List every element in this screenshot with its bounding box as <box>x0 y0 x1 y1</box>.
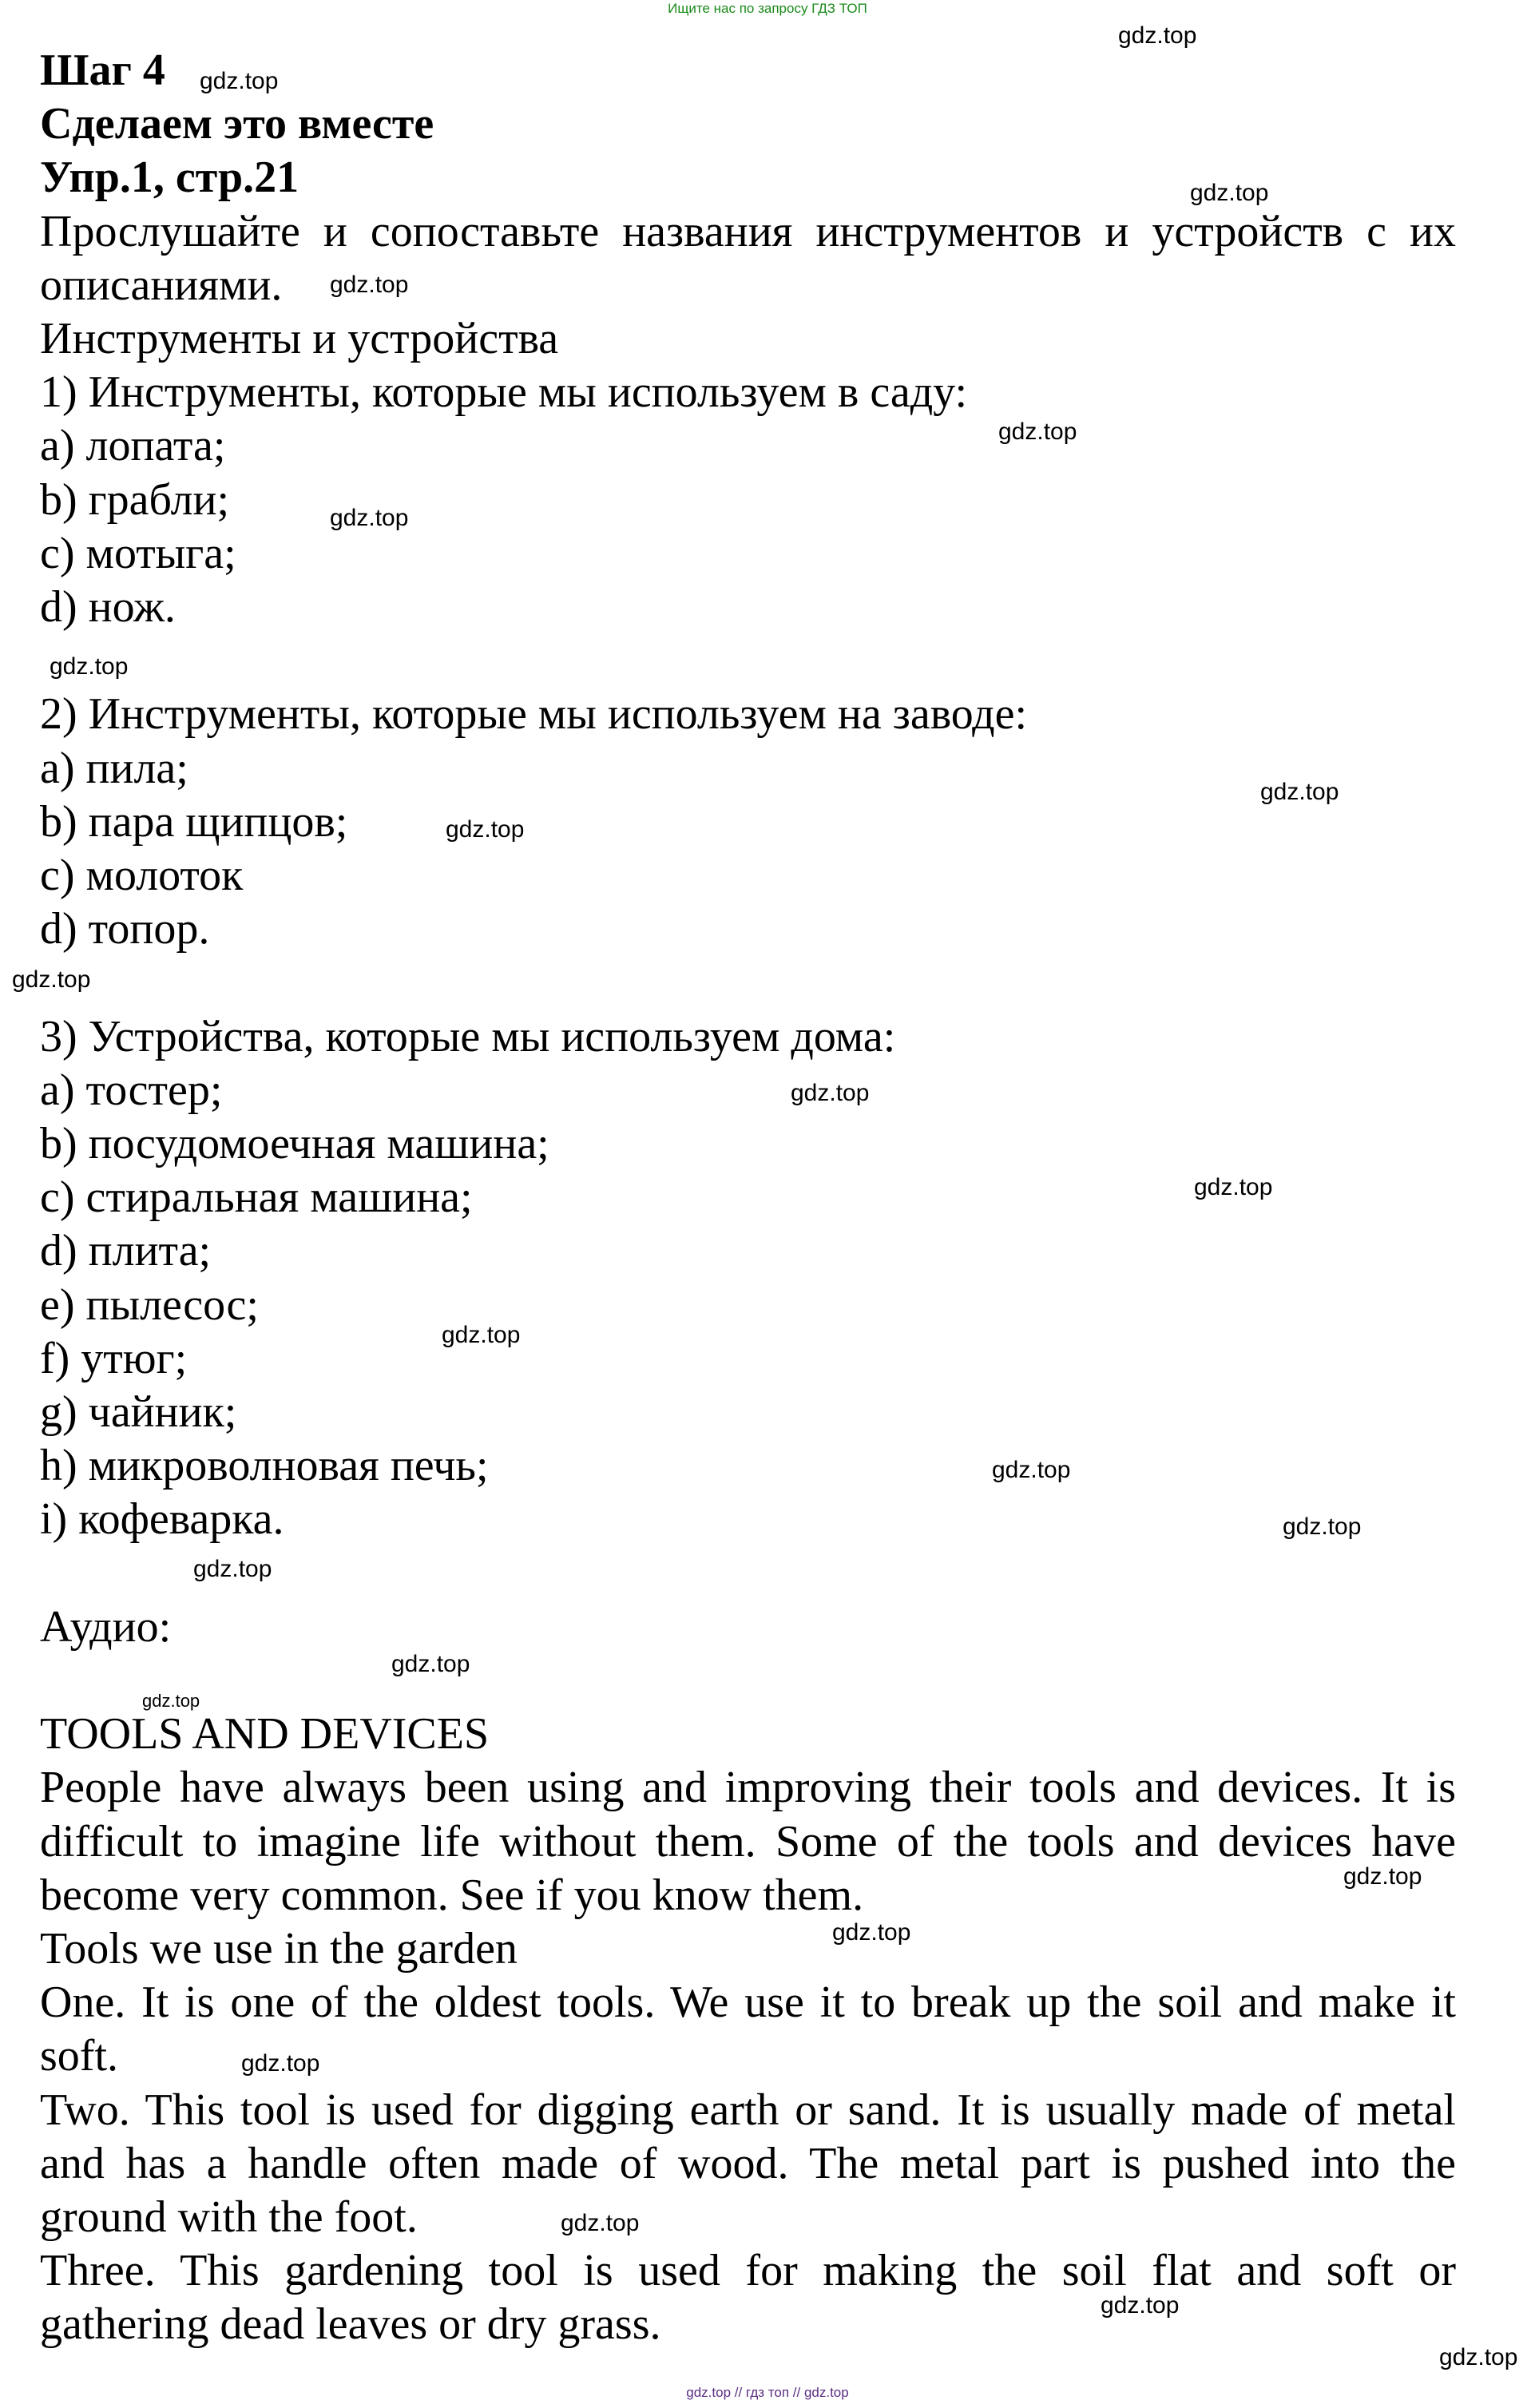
list-item: a) лопата; <box>40 421 226 471</box>
subtitle-heading: Сделаем это вместе <box>40 99 434 149</box>
watermark: gdz.top <box>1118 22 1197 49</box>
group-title: 2) Инструменты, которые мы используем на заводе: <box>40 689 1028 740</box>
watermark: gdz.top <box>391 1651 470 1677</box>
watermark: gdz.top <box>1439 2344 1518 2370</box>
paragraph-two-line: and has a handle often made of wood. The metal part is pushed into the <box>40 2138 1456 2188</box>
watermark: gdz.top <box>1343 1863 1422 1890</box>
spacer <box>40 956 1456 1010</box>
paragraph-one-line: One. It is one of the oldest tools. We use it to break up the soil and make it <box>40 1978 1456 2028</box>
watermark: gdz.top <box>992 1457 1071 1483</box>
instruction-line: описаниями. <box>40 260 283 310</box>
paragraph-one-line: soft. <box>40 2031 118 2081</box>
list-item: b) грабли; <box>40 474 230 525</box>
list-item: d) плита; <box>40 1226 212 1276</box>
list-item: i) кофеварка. <box>40 1494 284 1545</box>
watermark: gdz.top <box>50 653 129 680</box>
audio-intro-line: difficult to imagine life without them. Some of the tools and devices have <box>40 1816 1456 1866</box>
watermark: gdz.top <box>1260 779 1339 805</box>
list-item: e) пылесос; <box>40 1279 259 1330</box>
watermark: gdz.top <box>446 816 525 843</box>
list-item: c) стиральная машина; <box>40 1172 473 1223</box>
group-title: 3) Устройства, которые мы используем дома: <box>40 1011 896 1061</box>
watermark: gdz.top <box>791 1080 870 1106</box>
garden-heading: Tools we use in the garden <box>40 1924 518 1974</box>
paragraph-two-line: ground with the foot. <box>40 2192 418 2243</box>
watermark: gdz.top <box>193 1556 272 1582</box>
watermark: gdz.top <box>200 68 279 94</box>
instruction-line: Прослушайте и сопоставьте названия инструментов и устройств с их <box>40 206 1456 256</box>
watermark: gdz.top <box>832 1919 911 1946</box>
spacer <box>40 634 1456 688</box>
list-item: a) тостер; <box>40 1065 223 1115</box>
watermark: gdz.top <box>12 966 91 993</box>
list-item: c) мотыга; <box>40 528 236 578</box>
step-heading: Шаг 4 <box>40 46 165 95</box>
list-item: h) микроволновая печь; <box>40 1441 489 1491</box>
spacer <box>40 1654 1456 1708</box>
watermark: gdz.top <box>1190 180 1269 206</box>
group-title: 1) Инструменты, которые мы используем в саду: <box>40 367 968 418</box>
watermark: gdz.top <box>442 1322 521 1348</box>
list-item: f) утюг; <box>40 1333 188 1383</box>
audio-label: Аудио: <box>40 1601 172 1652</box>
watermark: gdz.top <box>998 419 1077 445</box>
list-item: c) молоток <box>40 851 244 901</box>
list-item: d) топор. <box>40 904 210 954</box>
list-item: a) пила; <box>40 743 188 793</box>
section-title: Инструменты и устройства <box>40 314 559 364</box>
paragraph-two-line: Two. This tool is used for digging earth or sand. It is usually made of metal <box>40 2085 1456 2135</box>
watermark: gdz.top <box>330 505 409 531</box>
list-item: b) пара щипцов; <box>40 796 348 847</box>
footer-links: gdz.top // гдз топ // gdz.top <box>686 2385 849 2400</box>
watermark: gdz.top <box>1194 1174 1273 1200</box>
watermark: gdz.top <box>142 1691 200 1711</box>
list-item: d) нож. <box>40 582 176 633</box>
list-item: b) посудомоечная машина; <box>40 1119 549 1169</box>
watermark: gdz.top <box>1283 1513 1362 1540</box>
paragraph-three-line: gathering dead leaves or dry grass. <box>40 2299 661 2350</box>
list-item: g) чайник; <box>40 1387 237 1438</box>
watermark: gdz.top <box>330 272 409 298</box>
audio-intro-line: People have always been using and improving their tools and devices. It is <box>40 1763 1456 1813</box>
paragraph-three-line: Three. This gardening tool is used for making the soil flat and soft or <box>40 2246 1456 2296</box>
exercise-heading: Упр.1, стр.21 <box>40 153 299 203</box>
audio-intro-line: become very common. See if you know them. <box>40 1870 864 1920</box>
watermark: gdz.top <box>561 2210 640 2236</box>
watermark: gdz.top <box>1101 2292 1180 2319</box>
watermark: gdz.top <box>241 2050 320 2077</box>
top-banner: Ищите нас по запросу ГДЗ ТОП <box>668 1 867 16</box>
audio-title: TOOLS AND DEVICES <box>40 1709 490 1759</box>
